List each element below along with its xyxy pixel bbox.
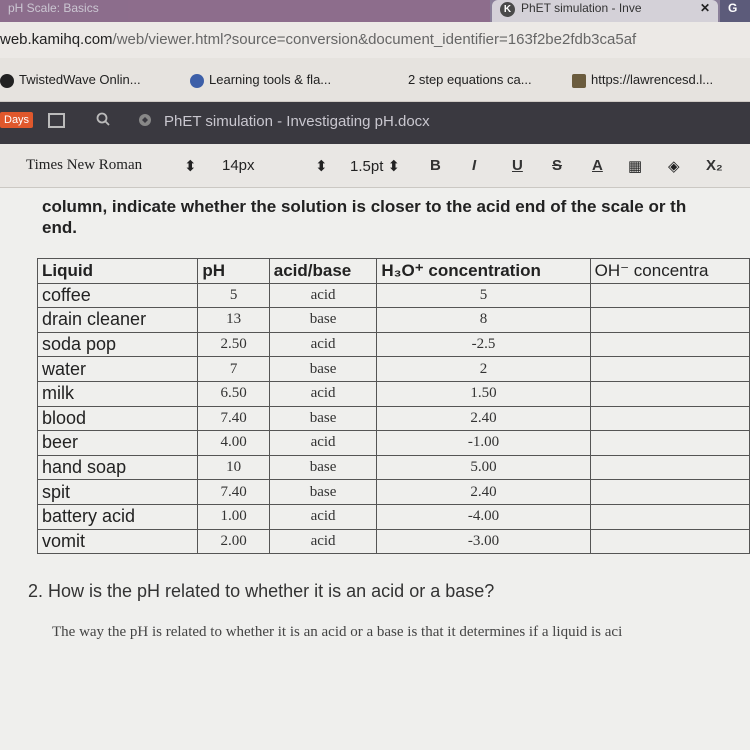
cell-oh[interactable] [590,529,749,554]
quizlet-icon [190,74,204,88]
bookmark-label: TwistedWave Onlin... [19,72,141,87]
bold-button[interactable]: B [430,157,441,174]
bookmark-lawrencesd[interactable] [572,72,713,88]
table-row [38,357,750,382]
table-row [38,480,750,505]
cell-h3o[interactable]: 2 [377,357,590,382]
cell-ph[interactable]: 7.40 [198,480,269,505]
paint-bucket-icon[interactable]: ◈ [668,158,680,175]
cell-acid-base[interactable]: acid [269,431,377,456]
cell-oh[interactable] [590,406,749,431]
browser-tab-strip [0,0,750,22]
cell-oh[interactable] [590,283,749,308]
cell-ph[interactable]: 2.50 [198,332,269,357]
ph-data-table [37,258,750,554]
question-1-line-1: column, indicate whether the solution is closer to the acid end of the scale or th [42,197,687,216]
chevron-updown-icon[interactable]: ⬍ [315,158,328,175]
cell-liquid: hand soap [38,455,198,480]
cell-h3o[interactable]: 5.00 [377,455,590,480]
bookmark-twistedwave[interactable] [0,72,141,88]
table-row [38,529,750,554]
cell-oh[interactable] [590,504,749,529]
table-row [38,431,750,456]
app-header-bar [0,102,750,144]
cell-oh[interactable] [590,455,749,480]
chevron-updown-icon[interactable]: ⬍ [184,158,197,175]
cell-h3o[interactable]: -4.00 [377,504,590,529]
cell-h3o[interactable]: 2.40 [377,480,590,505]
table-row [38,381,750,406]
cell-oh[interactable] [590,480,749,505]
tab-label: PhET simulation - Inve [521,1,642,15]
subscript-button[interactable]: X₂ [706,157,723,174]
cell-oh[interactable] [590,431,749,456]
column-header-h3o: H₃O⁺ concentration [377,259,590,284]
column-header-ph: pH [198,259,269,284]
cell-acid-base[interactable]: acid [269,381,377,406]
cell-liquid: blood [38,406,198,431]
sidebar-toggle-icon[interactable] [48,113,65,128]
cell-h3o[interactable]: 8 [377,308,590,333]
cell-acid-base[interactable]: acid [269,504,377,529]
column-header-acid-base: acid/base [269,259,377,284]
lawrencesd-icon [572,74,586,88]
bookmark-quizlet[interactable] [190,72,331,88]
table-header-row [38,259,750,284]
google-icon: G [728,1,738,15]
cell-oh[interactable] [590,357,749,382]
google-drive-icon [138,113,152,127]
cell-ph[interactable]: 5 [198,283,269,308]
cell-oh[interactable] [590,308,749,333]
bookmark-step-equations[interactable] [408,72,532,87]
kami-icon: K [500,2,515,17]
cell-liquid: vomit [38,529,198,554]
cell-h3o[interactable]: 2.40 [377,406,590,431]
table-row [38,332,750,357]
text-color-button[interactable]: A [592,157,603,174]
url-text[interactable] [0,31,636,48]
browser-tab-phet-simulation[interactable] [492,0,718,22]
answer-text-box[interactable]: The way the pH is related to whether it is an acid or a base is that it determines if a liquid is aci [52,624,623,640]
cell-ph[interactable]: 4.00 [198,431,269,456]
url-host: web.kamihq.com [0,31,113,48]
highlight-icon[interactable]: ▦ [628,158,643,175]
font-family-value: Times New Roman [26,157,143,173]
close-tab-icon[interactable]: ✕ [699,1,710,15]
line-spacing-select[interactable]: 1.5pt ⬍ [350,158,401,175]
days-badge[interactable]: Days [0,112,33,128]
search-icon[interactable] [96,112,110,126]
underline-button[interactable]: U [512,157,523,174]
bookmarks-bar [0,58,750,102]
font-family-select[interactable] [26,157,142,174]
cell-acid-base[interactable]: acid [269,529,377,554]
cell-ph[interactable]: 6.50 [198,381,269,406]
italic-button[interactable]: I [472,157,477,174]
url-path: /web/viewer.html?source=conversion&document_identifier=163f2be2fdb3ca5af [112,31,637,48]
line-spacing-value: 1.5pt [350,158,384,175]
cell-acid-base[interactable]: base [269,480,377,505]
twistedwave-icon [0,74,14,88]
cell-ph[interactable]: 13 [198,308,269,333]
strikethrough-button[interactable]: S [552,157,563,174]
address-bar[interactable] [0,22,750,58]
cell-liquid: water [38,357,198,382]
cell-oh[interactable] [590,381,749,406]
table-row [38,504,750,529]
cell-liquid: coffee [38,283,198,308]
question-1-text [42,196,750,238]
tab-label: pH Scale: Basics [8,1,99,15]
cell-h3o[interactable]: 1.50 [377,381,590,406]
cell-ph[interactable]: 7 [198,357,269,382]
cell-acid-base[interactable]: acid [269,332,377,357]
table-row [38,406,750,431]
document-title: PhET simulation - Investigating pH.docx [164,113,430,130]
cell-liquid: beer [38,431,198,456]
browser-tab-ph-scale[interactable] [0,0,490,22]
bookmark-label: Learning tools & fla... [209,72,332,87]
cell-ph[interactable]: 2.00 [198,529,269,554]
table-row [38,455,750,480]
cell-liquid: battery acid [38,504,198,529]
cell-ph[interactable]: 7.40 [198,406,269,431]
cell-acid-base[interactable]: base [269,308,377,333]
cell-oh[interactable] [590,332,749,357]
cell-liquid: spit [38,480,198,505]
cell-h3o[interactable]: 5 [377,283,590,308]
cell-h3o[interactable]: -1.00 [377,431,590,456]
format-toolbar [0,144,750,188]
cell-h3o[interactable]: -3.00 [377,529,590,554]
bookmark-label: 2 step equations ca... [408,72,532,87]
cell-acid-base[interactable]: base [269,357,377,382]
cell-acid-base[interactable]: base [269,455,377,480]
cell-ph[interactable]: 10 [198,455,269,480]
cell-acid-base[interactable]: base [269,406,377,431]
table-row [38,283,750,308]
cell-acid-base[interactable]: acid [269,283,377,308]
bookmark-label: https://lawrencesd.l... [591,72,714,87]
cell-liquid: milk [38,381,198,406]
question-2-text: 2. How is the pH related to whether it is an acid or a base? [28,581,495,601]
question-1-line-2: end. [42,218,77,237]
table-row [38,308,750,333]
column-header-oh: OH⁻ concentra [590,259,749,284]
document-page [0,188,750,750]
cell-liquid: drain cleaner [38,308,198,333]
font-size-value: 14px [222,157,255,174]
cell-liquid: soda pop [38,332,198,357]
cell-h3o[interactable]: -2.5 [377,332,590,357]
column-header-liquid: Liquid [38,259,198,284]
cell-ph[interactable]: 1.00 [198,504,269,529]
browser-tab-google[interactable] [720,0,750,22]
font-size-select[interactable] [222,157,255,174]
